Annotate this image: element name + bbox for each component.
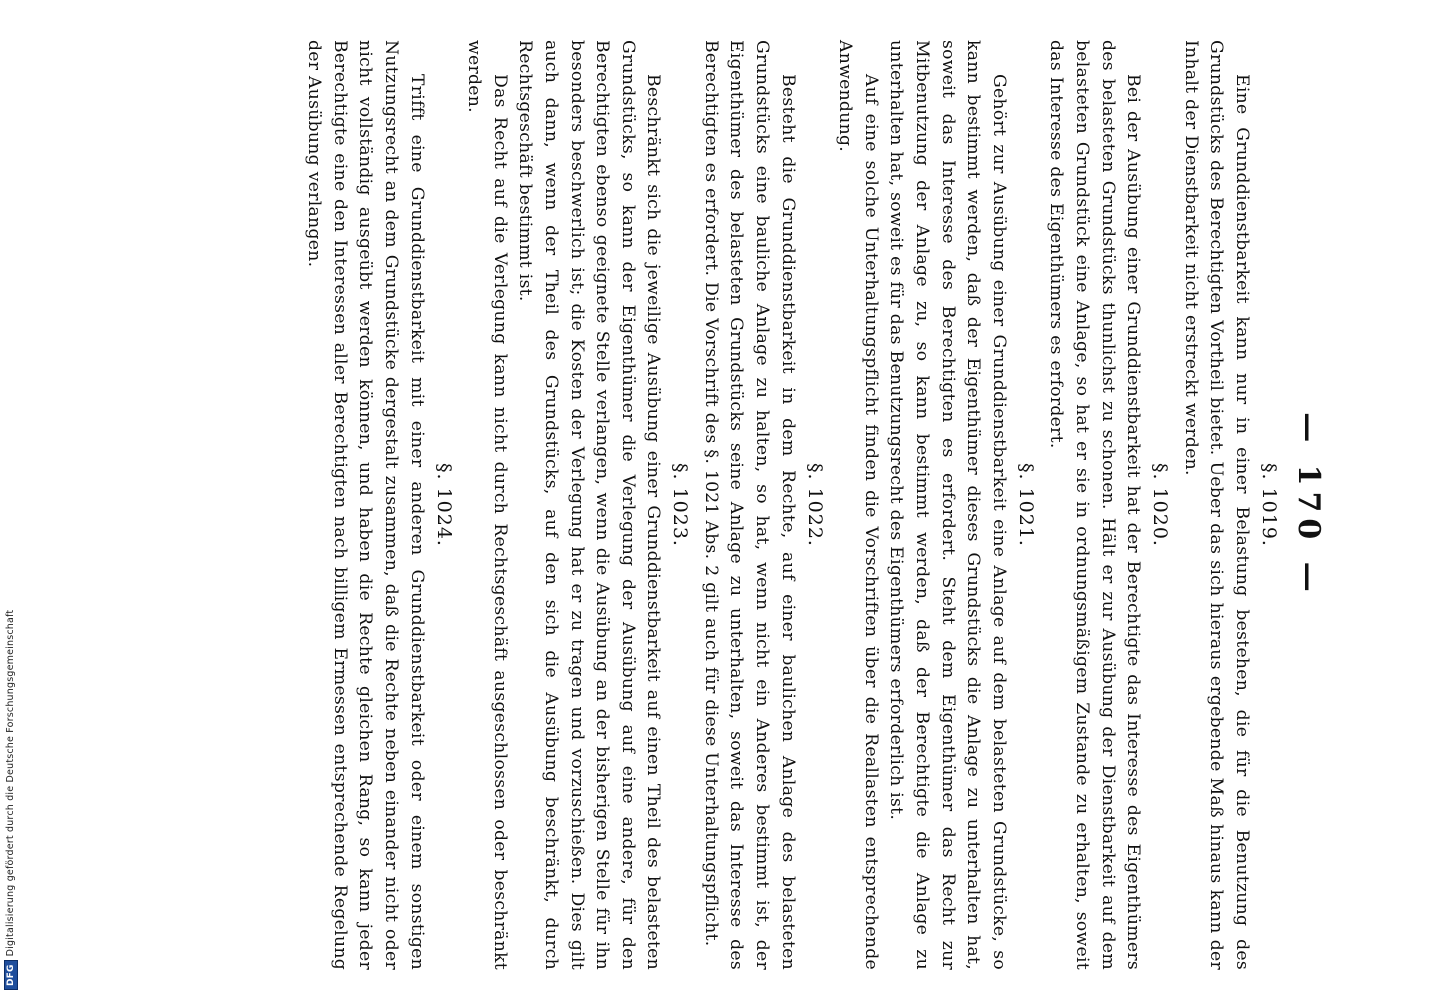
- section-title: §. 1020.: [1149, 463, 1172, 547]
- section-title: §. 1019.: [1258, 463, 1280, 547]
- digitization-note-text: [4, 600, 18, 990]
- section-paragraph: Beschränkt sich die jeweilige Ausübung einer Grunddienstbarkeit auf einen Theil des belasteten Grundstücks, so kann der Eigenthümer die Verlegung der Ausübung auf eine andere, für den Berechtigten ebenso geeignete Stelle verlangen, wenn die Ausübung an der bisherigen Stelle für ihn besonders beschwerlich ist; die Kosten der Verlegung hat er zu tragen und vorzuschießen. Dies gilt auch dann, wenn der Theil des Grundstücks, auf den sich die Ausübung beschränkt, durch Rechtsgeschäft bestimmt ist.: [515, 40, 664, 970]
- page-number-header: — 170 —: [1291, 412, 1326, 598]
- section-title: §. 1024.: [432, 463, 455, 547]
- section-paragraph: Eine Grunddienstbarkeit kann nur in einer Belastung bestehen, die für die Benutzung des Grundstücks des Berechtigten Vortheil bietet. Ueber das sich hieraus ergebende Maß hinaus kann der Inhalt der Dienstbarkeit nicht erstreckt werden.: [1180, 40, 1252, 970]
- section-1024: [301, 40, 457, 970]
- dfg-logo: DFG: [4, 960, 18, 990]
- section-paragraph: Trifft eine Grunddienstbarkeit mit einer anderen Grunddienstbarkeit oder einem sonstigen Nutzungsrecht an dem Grundstücke dergestalt zusammen, daß die Rechte neben einander nicht oder nicht vollständig ausgeübt werden können, und haben die Rechte gleichen Rang, so kann jeder Berechtigte eine den Interessen aller Berechtigten nach billigem Ermessen entsprechende Regelung der Ausübung verlangen.: [304, 40, 427, 970]
- section-title: §. 1021.: [1014, 463, 1037, 547]
- section-paragraph: Auf eine solche Unterhaltungspflicht finden die Vorschriften über die Reallasten entsprechende Anwendung.: [835, 40, 881, 970]
- rotated-page-content: [100, 40, 1330, 970]
- section-paragraph: Bei der Ausübung einer Grunddienstbarkeit hat der Berechtigte das Interesse des Eigenthümers des belasteten Grundstücks thunlichst zu schonen. Hält er zur Ausübung der Dienstbarkeit auf dem belasteten Grundstück eine Anlage, so hat er sie in ordnungsmäßigem Zustande zu erhalten, soweit das Interesse des Eigenthümers es erfordert.: [1046, 40, 1144, 970]
- section-paragraph: Gehört zur Ausübung einer Grunddienstbarkeit eine Anlage auf dem belasteten Grundstücke, so kann bestimmt werden, daß der Eigenthümer dieses Grundstücks die Anlage zu unterhalten hat, soweit das Interesse des Berechtigten es erfordert. Steht dem Eigenthümer das Recht zur Mitbenutzung der Anlage zu, so kann bestimmt werden, daß der Berechtigte die Anlage zu unterhalten hat, soweit es für das Benutzungsrecht des Eigenthümers erforderlich ist.: [886, 40, 1009, 970]
- section-paragraph: Besteht die Grunddienstbarkeit in dem Rechte, auf einer baulichen Anlage des belasteten Grundstücks eine bauliche Anlage zu halten, so hat, wenn nicht ein Anderes bestimmt ist, der Eigenthümer des belasteten Grundstücks seine Anlage zu unterhalten, soweit das Interesse des Berechtigten es erfordert. Die Vorschrift des §. 1021 Abs. 2 gilt auch für diese Unterhaltungspflicht.: [700, 40, 798, 970]
- section-1020: [1043, 40, 1173, 970]
- section-1022: [697, 40, 827, 970]
- digitization-note: [0, 0, 26, 1000]
- section-1021: [832, 40, 1039, 970]
- section-paragraph: Das Recht auf die Verlegung kann nicht durch Rechtsgeschäft ausgeschlossen oder beschränkt werden.: [464, 40, 510, 970]
- section-1019: [1177, 40, 1282, 970]
- digitization-note-label: Digitalisierung gefördert durch die Deutsche Forschungsgemeinschaft: [5, 609, 16, 957]
- section-title: §. 1023.: [669, 463, 692, 547]
- section-1023: [461, 40, 694, 970]
- section-title: §. 1022.: [803, 463, 826, 547]
